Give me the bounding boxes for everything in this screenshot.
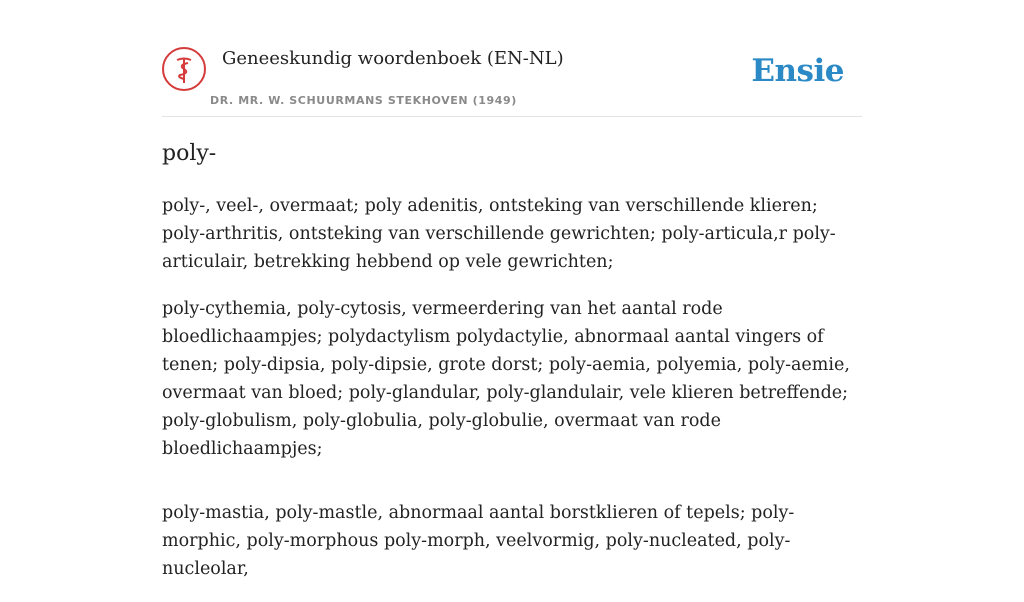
entry-headword: poly- xyxy=(162,141,217,166)
entry-paragraph: poly-mastia, poly-mastle, abnormaal aantal borstklieren of tepels; poly-morphic, poly-morphous poly-morph, veelvormig, poly-nucleated, poly-nucleolar, xyxy=(162,503,795,579)
brand-logo[interactable]: Ensie xyxy=(751,53,844,89)
page-header xyxy=(162,46,862,117)
dictionary-title[interactable]: Geneeskundig woordenboek (EN-NL) xyxy=(222,48,564,69)
caduceus-icon[interactable] xyxy=(162,47,206,91)
entry-paragraph: poly-, veel-, overmaat; poly adenitis, ontsteking van verschillende klieren; poly-arthritis, ontsteking van verschillende gewrichten; poly-articula,r poly-articulair, betrekking hebbend op vele gewrichten; xyxy=(162,196,836,272)
entry-content xyxy=(162,192,864,602)
entry-paragraph: poly-cythemia, poly-cytosis, vermeerdering van het aantal rode bloedlichaampjes; polydactylism polydactylie, abnormaal aantal vingers of tenen; poly-dipsia, poly-dipsie, grote dorst; poly-aemia, polyemia, poly-aemie, overmaat van bloed; poly-glandular, poly-glandulair, vele klieren betreffende; poly-globulism, poly-globulia, poly-globulie, overmaat van rode bloedlichaampjes; xyxy=(162,299,850,459)
dictionary-author: DR. MR. W. SCHUURMANS STEKHOVEN (1949) xyxy=(210,94,517,107)
